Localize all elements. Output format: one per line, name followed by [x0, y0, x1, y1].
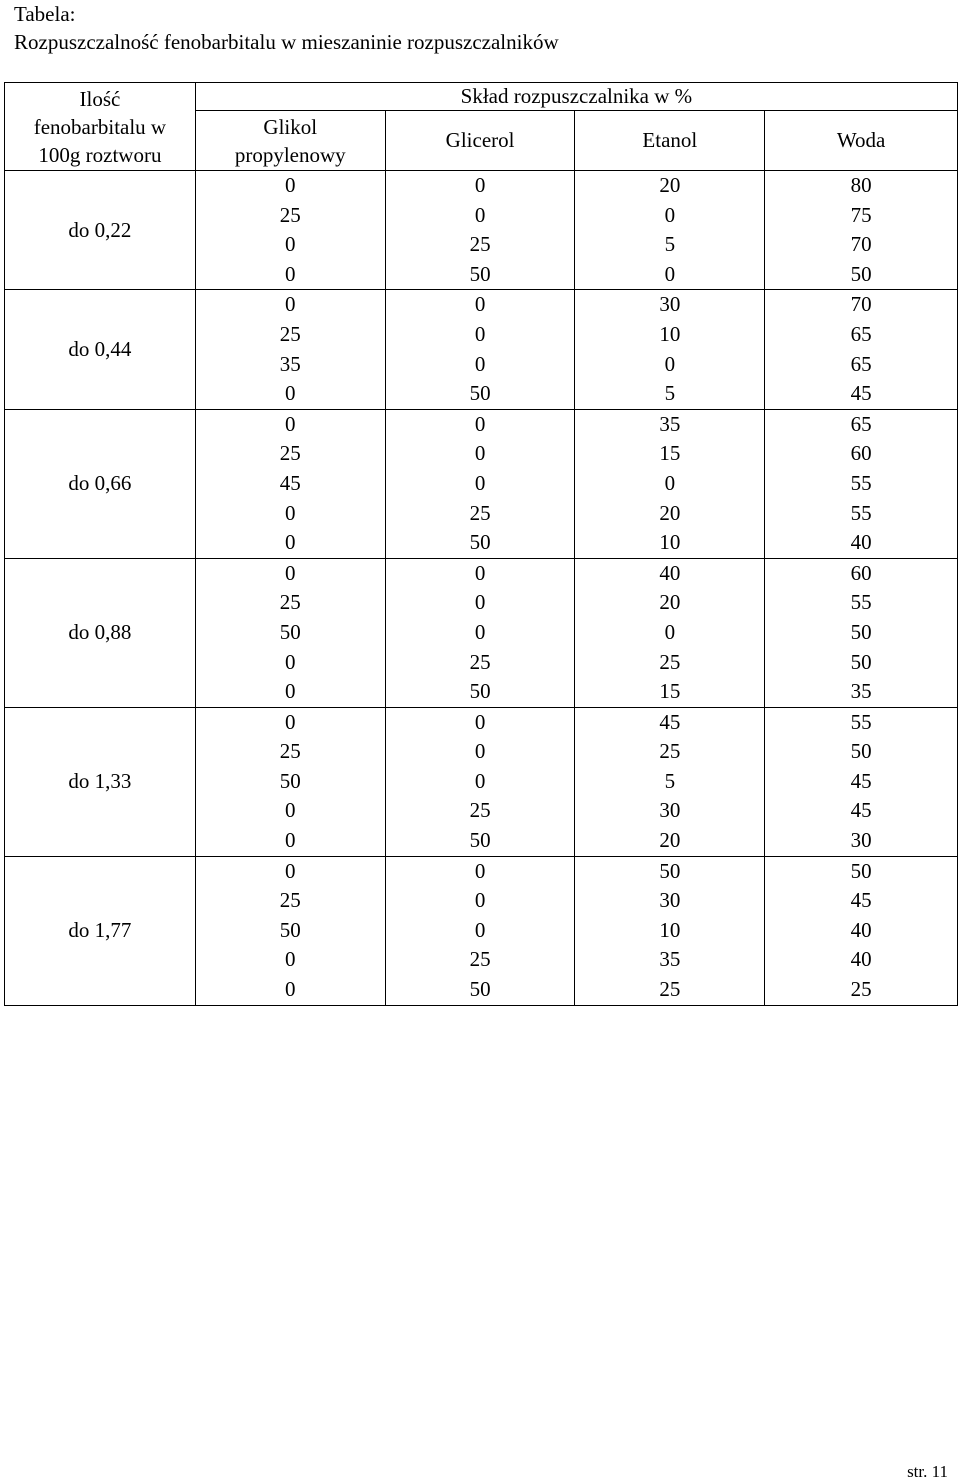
- header-glikol-line: propylenowy: [234, 142, 346, 167]
- amount-cell: do 1,77: [5, 856, 196, 1005]
- glikol-value: 25: [279, 321, 301, 346]
- etanol-value: 10: [659, 530, 681, 555]
- etanol-value: 0: [664, 351, 676, 376]
- etanol-value: 30: [659, 292, 681, 317]
- header-amount: [5, 83, 196, 171]
- woda-cell: [765, 856, 958, 1005]
- glicerol-value: 0: [474, 917, 486, 942]
- woda-value: 50: [850, 858, 872, 883]
- etanol-value: 5: [664, 768, 676, 793]
- glikol-value: 0: [285, 411, 296, 436]
- glicerol-value: 0: [474, 411, 486, 436]
- woda-value: 65: [850, 351, 872, 376]
- woda-value: 40: [850, 917, 872, 942]
- table-row: [5, 856, 958, 1005]
- glikol-value: 0: [285, 381, 296, 406]
- etanol-value: 0: [664, 202, 676, 227]
- glikol-value: 45: [279, 470, 301, 495]
- amount-cell: do 0,88: [5, 558, 196, 707]
- glikol-value: 0: [285, 977, 296, 1002]
- glicerol-cell: [385, 856, 575, 1005]
- woda-value: 45: [850, 888, 872, 913]
- glicerol-value: 0: [474, 709, 486, 734]
- header-glicerol: Glicerol: [385, 111, 575, 171]
- etanol-value: 10: [659, 321, 681, 346]
- glikol-value: 0: [285, 649, 296, 674]
- woda-value: 80: [850, 173, 872, 197]
- glikol-cell: [195, 171, 385, 290]
- glikol-cell: [195, 707, 385, 856]
- glicerol-value: 25: [469, 500, 491, 525]
- woda-value: 55: [850, 709, 872, 734]
- glikol-value: 35: [279, 351, 301, 376]
- glicerol-value: 50: [469, 828, 491, 853]
- glikol-value: 0: [285, 173, 296, 197]
- glikol-value: 0: [285, 500, 296, 525]
- glicerol-value: 50: [469, 977, 491, 1002]
- woda-value: 45: [850, 798, 872, 823]
- glikol-value: 0: [285, 858, 296, 883]
- etanol-value: 25: [659, 977, 681, 1002]
- woda-value: 60: [850, 560, 872, 585]
- glicerol-value: 0: [474, 351, 486, 376]
- woda-value: 25: [850, 977, 872, 1002]
- glikol-value: 25: [279, 590, 301, 615]
- glicerol-value: 50: [469, 530, 491, 555]
- woda-value: 40: [850, 947, 872, 972]
- etanol-value: 30: [659, 798, 681, 823]
- header-amount-line: 100g roztworu: [38, 142, 162, 167]
- woda-value: 70: [850, 292, 872, 317]
- glikol-value: 0: [285, 292, 296, 317]
- etanol-value: 35: [659, 411, 681, 436]
- table-row: [5, 290, 958, 409]
- table-row: [5, 409, 958, 558]
- woda-value: 75: [850, 202, 872, 227]
- glicerol-value: 0: [474, 590, 486, 615]
- woda-value: 55: [850, 470, 872, 495]
- glicerol-value: 25: [469, 798, 491, 823]
- woda-value: 50: [850, 619, 872, 644]
- etanol-value: 20: [659, 173, 681, 197]
- table-row: [5, 171, 958, 290]
- glicerol-value: 0: [474, 560, 486, 585]
- etanol-value: 5: [664, 381, 676, 406]
- glicerol-value: 0: [474, 470, 486, 495]
- solubility-table: [4, 82, 958, 1006]
- woda-cell: [765, 409, 958, 558]
- glicerol-value: 0: [474, 739, 486, 764]
- glicerol-value: 0: [474, 619, 486, 644]
- glicerol-cell: [385, 409, 575, 558]
- etanol-value: 20: [659, 590, 681, 615]
- glikol-value: 0: [285, 530, 296, 555]
- etanol-value: 15: [659, 441, 681, 466]
- glicerol-value: 50: [469, 679, 491, 704]
- amount-cell: do 0,22: [5, 171, 196, 290]
- glicerol-value: 0: [474, 888, 486, 913]
- etanol-value: 30: [659, 888, 681, 913]
- etanol-cell: [575, 707, 765, 856]
- etanol-value: 20: [659, 500, 681, 525]
- glicerol-cell: [385, 171, 575, 290]
- amount-cell: do 0,66: [5, 409, 196, 558]
- etanol-value: 50: [659, 858, 681, 883]
- glicerol-value: 50: [469, 381, 491, 406]
- woda-value: 70: [850, 232, 872, 257]
- glikol-value: 50: [279, 768, 301, 793]
- header-amount-line: fenobarbitalu w: [33, 114, 167, 139]
- glikol-cell: [195, 856, 385, 1005]
- etanol-value: 20: [659, 828, 681, 853]
- etanol-value: 45: [659, 709, 681, 734]
- glicerol-cell: [385, 290, 575, 409]
- glicerol-value: 0: [474, 441, 486, 466]
- glikol-value: 50: [279, 619, 301, 644]
- header-amount-line: Ilość: [79, 86, 121, 111]
- glikol-value: 25: [279, 888, 301, 913]
- woda-value: 40: [850, 530, 872, 555]
- etanol-cell: [575, 558, 765, 707]
- woda-value: 30: [850, 828, 872, 853]
- glikol-value: 0: [285, 947, 296, 972]
- etanol-value: 10: [659, 917, 681, 942]
- woda-value: 50: [850, 739, 872, 764]
- glikol-value: 50: [279, 917, 301, 942]
- glikol-value: 0: [285, 709, 296, 734]
- etanol-value: 15: [659, 679, 681, 704]
- glikol-cell: [195, 290, 385, 409]
- glicerol-value: 0: [474, 321, 486, 346]
- etanol-cell: [575, 409, 765, 558]
- woda-value: 55: [850, 500, 872, 525]
- woda-value: 60: [850, 441, 872, 466]
- title-line-1: Tabela:: [14, 2, 76, 26]
- glikol-value: 0: [285, 261, 296, 286]
- etanol-value: 0: [664, 261, 676, 286]
- glicerol-value: 50: [469, 261, 491, 286]
- woda-value: 50: [850, 649, 872, 674]
- woda-value: 65: [850, 411, 872, 436]
- table-row: [5, 707, 958, 856]
- glikol-value: 25: [279, 202, 301, 227]
- header-woda: Woda: [765, 111, 958, 171]
- page-number: str. 11: [907, 1462, 948, 1481]
- woda-cell: [765, 558, 958, 707]
- glikol-cell: [195, 409, 385, 558]
- header-glikol-line: Glikol: [263, 114, 318, 139]
- etanol-value: 25: [659, 649, 681, 674]
- glicerol-value: 25: [469, 649, 491, 674]
- woda-cell: [765, 171, 958, 290]
- woda-cell: [765, 707, 958, 856]
- glicerol-value: 25: [469, 947, 491, 972]
- glicerol-value: 0: [474, 173, 486, 197]
- amount-cell: do 0,44: [5, 290, 196, 409]
- etanol-value: 5: [664, 232, 676, 257]
- amount-cell: do 1,33: [5, 707, 196, 856]
- glicerol-value: 0: [474, 202, 486, 227]
- etanol-cell: [575, 290, 765, 409]
- glicerol-value: 25: [469, 232, 491, 257]
- title-line-2: Rozpuszczalność fenobarbitalu w mieszaninie rozpuszczalników: [14, 30, 559, 54]
- table-row: [5, 558, 958, 707]
- etanol-value: 25: [659, 739, 681, 764]
- glikol-value: 0: [285, 828, 296, 853]
- etanol-value: 40: [659, 560, 681, 585]
- woda-value: 35: [850, 679, 872, 704]
- page-title: [14, 0, 559, 56]
- glikol-value: 0: [285, 798, 296, 823]
- glicerol-value: 0: [474, 858, 486, 883]
- woda-value: 50: [850, 261, 872, 286]
- glicerol-value: 0: [474, 292, 486, 317]
- glikol-value: 25: [279, 739, 301, 764]
- glikol-value: 0: [285, 232, 296, 257]
- glicerol-cell: [385, 707, 575, 856]
- header-composition: Skład rozpuszczalnika w %: [195, 83, 957, 111]
- glicerol-value: 0: [474, 768, 486, 793]
- woda-value: 55: [850, 590, 872, 615]
- etanol-cell: [575, 171, 765, 290]
- etanol-value: 0: [664, 619, 676, 644]
- woda-value: 45: [850, 381, 872, 406]
- etanol-value: 35: [659, 947, 681, 972]
- glikol-cell: [195, 558, 385, 707]
- glikol-value: 0: [285, 560, 296, 585]
- woda-value: 45: [850, 768, 872, 793]
- etanol-cell: [575, 856, 765, 1005]
- glikol-value: 0: [285, 679, 296, 704]
- etanol-value: 0: [664, 470, 676, 495]
- glikol-value: 25: [279, 441, 301, 466]
- header-glikol: [195, 111, 385, 171]
- header-etanol: Etanol: [575, 111, 765, 171]
- woda-value: 65: [850, 321, 872, 346]
- woda-cell: [765, 290, 958, 409]
- glicerol-cell: [385, 558, 575, 707]
